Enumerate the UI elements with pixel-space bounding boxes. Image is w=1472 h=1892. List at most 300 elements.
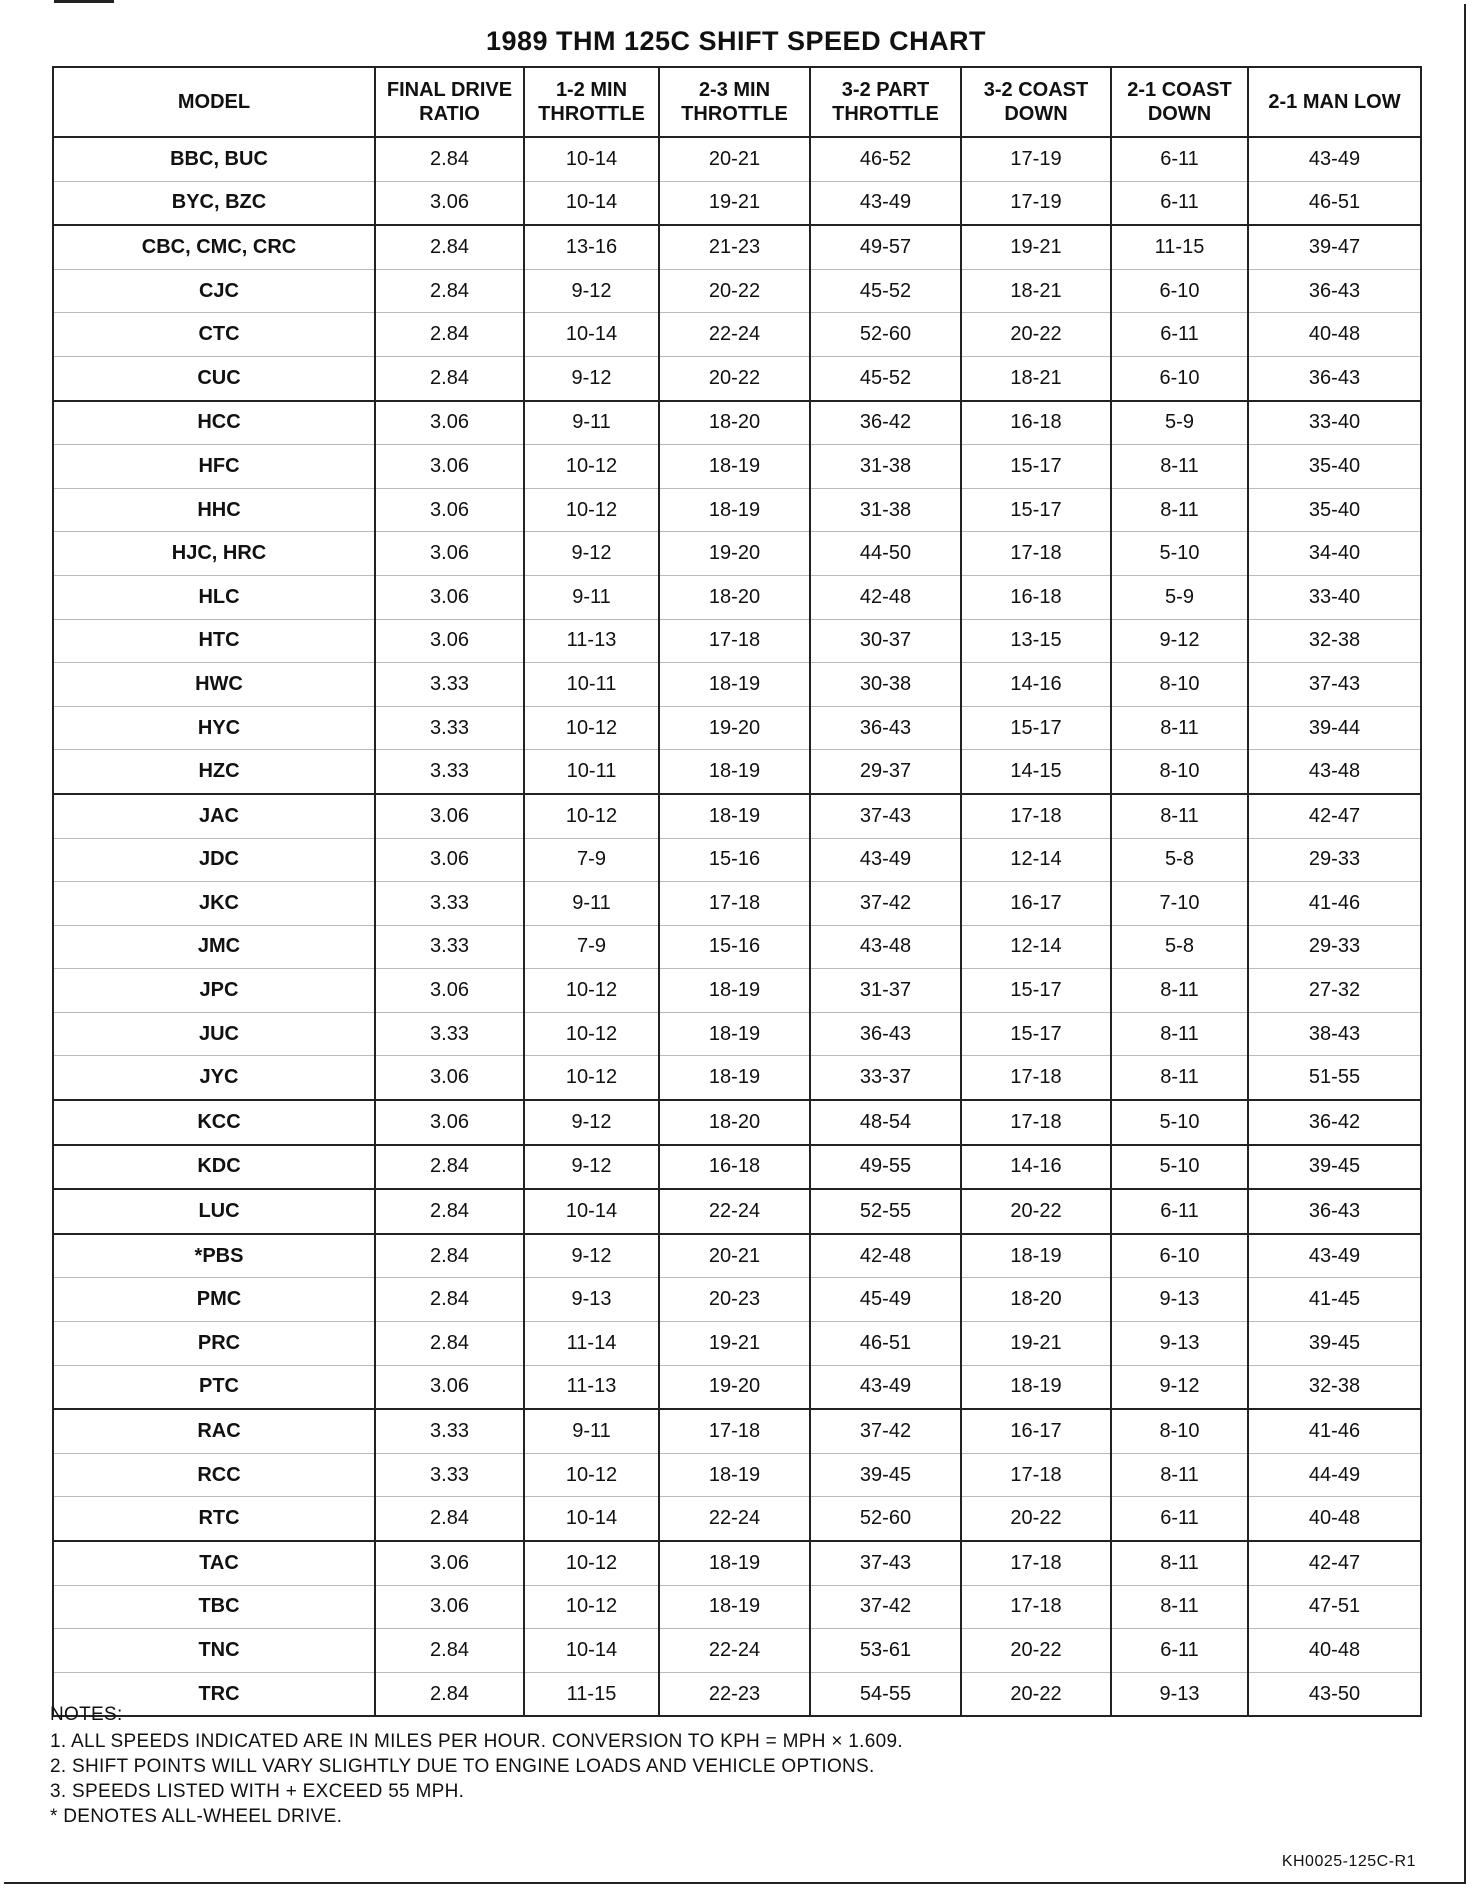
table-cell: 10-12 <box>524 794 659 838</box>
column-header: 2-3 MIN THROTTLE <box>659 67 810 137</box>
table-row <box>53 1278 1421 1322</box>
table-cell: 14-16 <box>961 663 1111 707</box>
table-cell: 3.06 <box>375 838 524 882</box>
table-cell: 10-12 <box>524 969 659 1013</box>
table-cell: 21-23 <box>659 225 810 269</box>
table-row <box>53 1453 1421 1497</box>
table-cell: 43-48 <box>1248 750 1421 794</box>
table-cell: 45-52 <box>810 356 961 400</box>
table-cell: 2.84 <box>375 1189 524 1234</box>
table-body <box>53 137 1421 1716</box>
table-row <box>53 532 1421 576</box>
table-cell: 19-21 <box>659 1322 810 1366</box>
table-row <box>53 1189 1421 1234</box>
table-cell: 52-60 <box>810 1497 961 1541</box>
table-cell: 8-11 <box>1111 1012 1248 1056</box>
table-cell: 8-11 <box>1111 445 1248 489</box>
table-cell: 3.33 <box>375 663 524 707</box>
table-cell: 27-32 <box>1248 969 1421 1013</box>
table-cell: 44-50 <box>810 532 961 576</box>
table-cell: 10-12 <box>524 706 659 750</box>
table-cell: 3.33 <box>375 750 524 794</box>
table-row <box>53 137 1421 181</box>
table-cell: 33-40 <box>1248 575 1421 619</box>
table-cell: 10-11 <box>524 663 659 707</box>
table-cell: 19-21 <box>961 1322 1111 1366</box>
table-cell: 18-19 <box>659 750 810 794</box>
table-cell: 5-10 <box>1111 1100 1248 1145</box>
table-cell: 10-14 <box>524 1189 659 1234</box>
table-cell: 9-11 <box>524 575 659 619</box>
table-cell: 3.06 <box>375 1365 524 1409</box>
table-cell: 53-61 <box>810 1629 961 1673</box>
table-cell: 8-11 <box>1111 1453 1248 1497</box>
table-cell: 18-20 <box>659 575 810 619</box>
table-cell: 29-37 <box>810 750 961 794</box>
table-cell: 3.06 <box>375 969 524 1013</box>
table-cell: 15-17 <box>961 969 1111 1013</box>
table-row <box>53 619 1421 663</box>
table-cell: 41-46 <box>1248 882 1421 926</box>
table-cell: 10-14 <box>524 313 659 357</box>
model-cell: *PBS <box>53 1234 375 1278</box>
table-cell: 11-15 <box>1111 225 1248 269</box>
table-cell: 17-18 <box>659 882 810 926</box>
model-cell: TNC <box>53 1629 375 1673</box>
table-row <box>53 225 1421 269</box>
table-cell: 9-12 <box>1111 619 1248 663</box>
table-cell: 17-18 <box>961 1056 1111 1100</box>
table-cell: 15-17 <box>961 706 1111 750</box>
table-cell: 6-11 <box>1111 1497 1248 1541</box>
table-cell: 18-19 <box>659 663 810 707</box>
table-cell: 33-40 <box>1248 401 1421 445</box>
table-cell: 12-14 <box>961 838 1111 882</box>
table-cell: 2.84 <box>375 356 524 400</box>
table-cell: 43-49 <box>810 181 961 225</box>
table-cell: 3.06 <box>375 401 524 445</box>
model-cell: KDC <box>53 1145 375 1190</box>
table-cell: 9-12 <box>524 269 659 313</box>
table-cell: 22-24 <box>659 1629 810 1673</box>
table-cell: 6-11 <box>1111 313 1248 357</box>
table-cell: 11-13 <box>524 619 659 663</box>
table-cell: 6-11 <box>1111 181 1248 225</box>
table-cell: 7-9 <box>524 838 659 882</box>
table-cell: 17-19 <box>961 137 1111 181</box>
table-cell: 40-48 <box>1248 313 1421 357</box>
table-cell: 18-19 <box>659 1541 810 1585</box>
table-cell: 10-12 <box>524 1541 659 1585</box>
table-cell: 42-47 <box>1248 794 1421 838</box>
table-cell: 17-19 <box>961 181 1111 225</box>
model-cell: RAC <box>53 1409 375 1453</box>
table-cell: 17-18 <box>659 619 810 663</box>
table-cell: 3.06 <box>375 1100 524 1145</box>
table-cell: 3.06 <box>375 445 524 489</box>
model-cell: LUC <box>53 1189 375 1234</box>
table-cell: 9-13 <box>1111 1278 1248 1322</box>
table-cell: 49-57 <box>810 225 961 269</box>
model-cell: CTC <box>53 313 375 357</box>
model-cell: RCC <box>53 1453 375 1497</box>
model-cell: HHC <box>53 488 375 532</box>
table-cell: 16-17 <box>961 1409 1111 1453</box>
table-cell: 10-14 <box>524 181 659 225</box>
table-cell: 10-12 <box>524 1012 659 1056</box>
table-cell: 11-15 <box>524 1672 659 1716</box>
table-cell: 10-14 <box>524 1497 659 1541</box>
table-cell: 12-14 <box>961 925 1111 969</box>
model-cell: JPC <box>53 969 375 1013</box>
table-cell: 18-20 <box>659 1100 810 1145</box>
table-cell: 20-22 <box>961 1672 1111 1716</box>
table-cell: 39-45 <box>1248 1322 1421 1366</box>
table-cell: 51-55 <box>1248 1056 1421 1100</box>
table-cell: 36-43 <box>1248 1189 1421 1234</box>
table-cell: 6-11 <box>1111 1189 1248 1234</box>
table-row <box>53 575 1421 619</box>
model-cell: JYC <box>53 1056 375 1100</box>
model-cell: HLC <box>53 575 375 619</box>
model-cell: BBC, BUC <box>53 137 375 181</box>
table-row <box>53 706 1421 750</box>
model-cell: HJC, HRC <box>53 532 375 576</box>
table-cell: 9-12 <box>524 532 659 576</box>
table-cell: 2.84 <box>375 137 524 181</box>
table-cell: 7-10 <box>1111 882 1248 926</box>
table-cell: 36-43 <box>1248 356 1421 400</box>
table-cell: 10-14 <box>524 137 659 181</box>
table-cell: 10-11 <box>524 750 659 794</box>
table-cell: 18-19 <box>659 1453 810 1497</box>
table-cell: 30-37 <box>810 619 961 663</box>
table-cell: 2.84 <box>375 313 524 357</box>
table-cell: 20-21 <box>659 1234 810 1278</box>
table-cell: 52-60 <box>810 313 961 357</box>
model-cell: JAC <box>53 794 375 838</box>
table-cell: 3.33 <box>375 706 524 750</box>
table-cell: 35-40 <box>1248 445 1421 489</box>
table-cell: 19-20 <box>659 1365 810 1409</box>
model-cell: HFC <box>53 445 375 489</box>
table-row <box>53 488 1421 532</box>
table-cell: 9-13 <box>524 1278 659 1322</box>
table-cell: 47-51 <box>1248 1585 1421 1629</box>
table-cell: 3.06 <box>375 1056 524 1100</box>
table-cell: 37-42 <box>810 1409 961 1453</box>
table-cell: 18-19 <box>659 445 810 489</box>
table-cell: 42-47 <box>1248 1541 1421 1585</box>
table-cell: 3.06 <box>375 181 524 225</box>
table-cell: 9-12 <box>524 356 659 400</box>
table-cell: 17-18 <box>961 1541 1111 1585</box>
table-cell: 52-55 <box>810 1189 961 1234</box>
table-row <box>53 1322 1421 1366</box>
model-cell: JKC <box>53 882 375 926</box>
table-cell: 20-22 <box>961 313 1111 357</box>
model-cell: CBC, CMC, CRC <box>53 225 375 269</box>
table-cell: 46-52 <box>810 137 961 181</box>
table-row <box>53 794 1421 838</box>
table-cell: 19-21 <box>961 225 1111 269</box>
table-cell: 42-48 <box>810 575 961 619</box>
table-cell: 22-24 <box>659 313 810 357</box>
table-row <box>53 313 1421 357</box>
table-cell: 39-47 <box>1248 225 1421 269</box>
table-cell: 19-20 <box>659 532 810 576</box>
table-cell: 9-13 <box>1111 1322 1248 1366</box>
table-cell: 8-11 <box>1111 1585 1248 1629</box>
table-cell: 43-49 <box>1248 137 1421 181</box>
table-cell: 37-42 <box>810 1585 961 1629</box>
model-cell: BYC, BZC <box>53 181 375 225</box>
table-cell: 19-20 <box>659 706 810 750</box>
table-cell: 18-19 <box>659 1056 810 1100</box>
table-cell: 37-42 <box>810 882 961 926</box>
table-cell: 10-12 <box>524 488 659 532</box>
table-cell: 46-51 <box>1248 181 1421 225</box>
table-row <box>53 1629 1421 1673</box>
table-row <box>53 445 1421 489</box>
table-cell: 2.84 <box>375 269 524 313</box>
table-cell: 39-45 <box>1248 1145 1421 1190</box>
table-cell: 6-10 <box>1111 356 1248 400</box>
table-cell: 41-45 <box>1248 1278 1421 1322</box>
table-cell: 29-33 <box>1248 925 1421 969</box>
model-cell: HTC <box>53 619 375 663</box>
model-cell: HWC <box>53 663 375 707</box>
notes-heading: NOTES: <box>50 1704 123 1725</box>
model-cell: JDC <box>53 838 375 882</box>
table-cell: 17-18 <box>961 794 1111 838</box>
column-header: MODEL <box>53 67 375 137</box>
table-cell: 43-49 <box>1248 1234 1421 1278</box>
table-cell: 36-42 <box>1248 1100 1421 1145</box>
table-cell: 46-51 <box>810 1322 961 1366</box>
table-cell: 18-21 <box>961 269 1111 313</box>
table-cell: 17-18 <box>961 532 1111 576</box>
table-cell: 32-38 <box>1248 619 1421 663</box>
table-cell: 20-21 <box>659 137 810 181</box>
table-cell: 39-44 <box>1248 706 1421 750</box>
table-cell: 7-9 <box>524 925 659 969</box>
table-cell: 2.84 <box>375 225 524 269</box>
table-cell: 11-13 <box>524 1365 659 1409</box>
table-cell: 20-22 <box>961 1189 1111 1234</box>
table-row <box>53 1409 1421 1453</box>
note-item: 2. SHIFT POINTS WILL VARY SLIGHTLY DUE TO ENGINE LOADS AND VEHICLE OPTIONS. <box>50 1756 875 1777</box>
table-cell: 2.84 <box>375 1234 524 1278</box>
table-cell: 18-19 <box>659 488 810 532</box>
table-cell: 6-11 <box>1111 1629 1248 1673</box>
model-cell: TBC <box>53 1585 375 1629</box>
table-cell: 31-37 <box>810 969 961 1013</box>
table-cell: 3.06 <box>375 1541 524 1585</box>
table-cell: 20-22 <box>961 1497 1111 1541</box>
table-cell: 15-17 <box>961 488 1111 532</box>
table-cell: 18-19 <box>659 794 810 838</box>
table-cell: 18-20 <box>961 1278 1111 1322</box>
table-cell: 40-48 <box>1248 1497 1421 1541</box>
table-cell: 3.06 <box>375 1585 524 1629</box>
table-row <box>53 1056 1421 1100</box>
table-cell: 2.84 <box>375 1629 524 1673</box>
model-cell: HYC <box>53 706 375 750</box>
table-cell: 5-8 <box>1111 925 1248 969</box>
model-cell: HZC <box>53 750 375 794</box>
model-cell: TAC <box>53 1541 375 1585</box>
table-cell: 18-19 <box>961 1365 1111 1409</box>
table-cell: 18-19 <box>659 1012 810 1056</box>
table-row <box>53 356 1421 400</box>
table-cell: 8-11 <box>1111 794 1248 838</box>
table-cell: 8-10 <box>1111 750 1248 794</box>
table-cell: 5-9 <box>1111 401 1248 445</box>
table-cell: 13-16 <box>524 225 659 269</box>
table-cell: 3.06 <box>375 532 524 576</box>
table-cell: 37-43 <box>1248 663 1421 707</box>
table-cell: 6-10 <box>1111 269 1248 313</box>
table-row <box>53 838 1421 882</box>
table-cell: 20-22 <box>961 1629 1111 1673</box>
table-cell: 36-43 <box>1248 269 1421 313</box>
table-cell: 14-16 <box>961 1145 1111 1190</box>
table-cell: 15-16 <box>659 838 810 882</box>
table-cell: 8-10 <box>1111 1409 1248 1453</box>
table-cell: 2.84 <box>375 1497 524 1541</box>
table-cell: 36-43 <box>810 1012 961 1056</box>
table-cell: 3.33 <box>375 1453 524 1497</box>
column-header: FINAL DRIVE RATIO <box>375 67 524 137</box>
table-cell: 16-17 <box>961 882 1111 926</box>
table-header-row <box>53 67 1421 137</box>
model-cell: JUC <box>53 1012 375 1056</box>
table-cell: 8-11 <box>1111 706 1248 750</box>
table-cell: 3.33 <box>375 1012 524 1056</box>
table-cell: 10-12 <box>524 1585 659 1629</box>
table-cell: 9-12 <box>524 1145 659 1190</box>
table-cell: 18-19 <box>659 969 810 1013</box>
table-cell: 36-42 <box>810 401 961 445</box>
table-cell: 10-12 <box>524 445 659 489</box>
table-row <box>53 181 1421 225</box>
table-row <box>53 750 1421 794</box>
column-header: 1-2 MIN THROTTLE <box>524 67 659 137</box>
table-cell: 43-49 <box>810 1365 961 1409</box>
table-cell: 3.06 <box>375 488 524 532</box>
table-cell: 48-54 <box>810 1100 961 1145</box>
table-cell: 18-21 <box>961 356 1111 400</box>
column-header: 3-2 COAST DOWN <box>961 67 1111 137</box>
table-cell: 10-14 <box>524 1629 659 1673</box>
table-cell: 9-11 <box>524 1409 659 1453</box>
table-cell: 49-55 <box>810 1145 961 1190</box>
table-cell: 33-37 <box>810 1056 961 1100</box>
table-row <box>53 1541 1421 1585</box>
shift-speed-table <box>52 66 1422 1717</box>
table-cell: 17-18 <box>961 1100 1111 1145</box>
table-cell: 9-12 <box>524 1100 659 1145</box>
table-cell: 31-38 <box>810 488 961 532</box>
table-cell: 3.33 <box>375 882 524 926</box>
table-cell: 8-11 <box>1111 1541 1248 1585</box>
table-cell: 29-33 <box>1248 838 1421 882</box>
table-row <box>53 882 1421 926</box>
table-row <box>53 663 1421 707</box>
table-cell: 30-38 <box>810 663 961 707</box>
table-cell: 2.84 <box>375 1278 524 1322</box>
table-cell: 18-20 <box>659 401 810 445</box>
table-cell: 2.84 <box>375 1322 524 1366</box>
note-item: 3. SPEEDS LISTED WITH + EXCEED 55 MPH. <box>50 1781 465 1802</box>
table-row <box>53 969 1421 1013</box>
table-cell: 40-48 <box>1248 1629 1421 1673</box>
table-cell: 3.06 <box>375 575 524 619</box>
column-header: 2-1 MAN LOW <box>1248 67 1421 137</box>
table-cell: 20-22 <box>659 269 810 313</box>
table-cell: 9-11 <box>524 401 659 445</box>
table-row <box>53 1012 1421 1056</box>
table-cell: 17-18 <box>961 1585 1111 1629</box>
table-cell: 6-11 <box>1111 137 1248 181</box>
table-row <box>53 401 1421 445</box>
table-cell: 17-18 <box>659 1409 810 1453</box>
table-row <box>53 1497 1421 1541</box>
table-cell: 35-40 <box>1248 488 1421 532</box>
table-cell: 42-48 <box>810 1234 961 1278</box>
table-cell: 20-22 <box>659 356 810 400</box>
table-row <box>53 1145 1421 1190</box>
table-cell: 3.06 <box>375 619 524 663</box>
table-cell: 39-45 <box>810 1453 961 1497</box>
table-cell: 8-11 <box>1111 969 1248 1013</box>
model-cell: RTC <box>53 1497 375 1541</box>
table-cell: 36-43 <box>810 706 961 750</box>
model-cell: PRC <box>53 1322 375 1366</box>
table-cell: 38-43 <box>1248 1012 1421 1056</box>
table-cell: 18-19 <box>659 1585 810 1629</box>
model-cell: PTC <box>53 1365 375 1409</box>
note-item: * DENOTES ALL-WHEEL DRIVE. <box>50 1806 343 1827</box>
table-cell: 43-50 <box>1248 1672 1421 1716</box>
table-row <box>53 1234 1421 1278</box>
note-item: 1. ALL SPEEDS INDICATED ARE IN MILES PER HOUR. CONVERSION TO KPH = MPH × 1.609. <box>50 1731 903 1752</box>
table-cell: 5-9 <box>1111 575 1248 619</box>
table-cell: 45-52 <box>810 269 961 313</box>
table-cell: 8-11 <box>1111 488 1248 532</box>
model-cell: CJC <box>53 269 375 313</box>
table-cell: 37-43 <box>810 794 961 838</box>
table-cell: 5-10 <box>1111 532 1248 576</box>
table-cell: 5-8 <box>1111 838 1248 882</box>
table-cell: 11-14 <box>524 1322 659 1366</box>
model-cell: JMC <box>53 925 375 969</box>
table-cell: 8-11 <box>1111 1056 1248 1100</box>
table-cell: 9-12 <box>1111 1365 1248 1409</box>
table-cell: 13-15 <box>961 619 1111 663</box>
table-cell: 9-13 <box>1111 1672 1248 1716</box>
table-cell: 22-24 <box>659 1497 810 1541</box>
table-row <box>53 269 1421 313</box>
table-cell: 10-12 <box>524 1056 659 1100</box>
model-cell: CUC <box>53 356 375 400</box>
table-cell: 14-15 <box>961 750 1111 794</box>
table-cell: 15-17 <box>961 1012 1111 1056</box>
page-title: 1989 THM 125C SHIFT SPEED CHART <box>485 26 987 56</box>
table-cell: 3.33 <box>375 925 524 969</box>
table-cell: 2.84 <box>375 1145 524 1190</box>
